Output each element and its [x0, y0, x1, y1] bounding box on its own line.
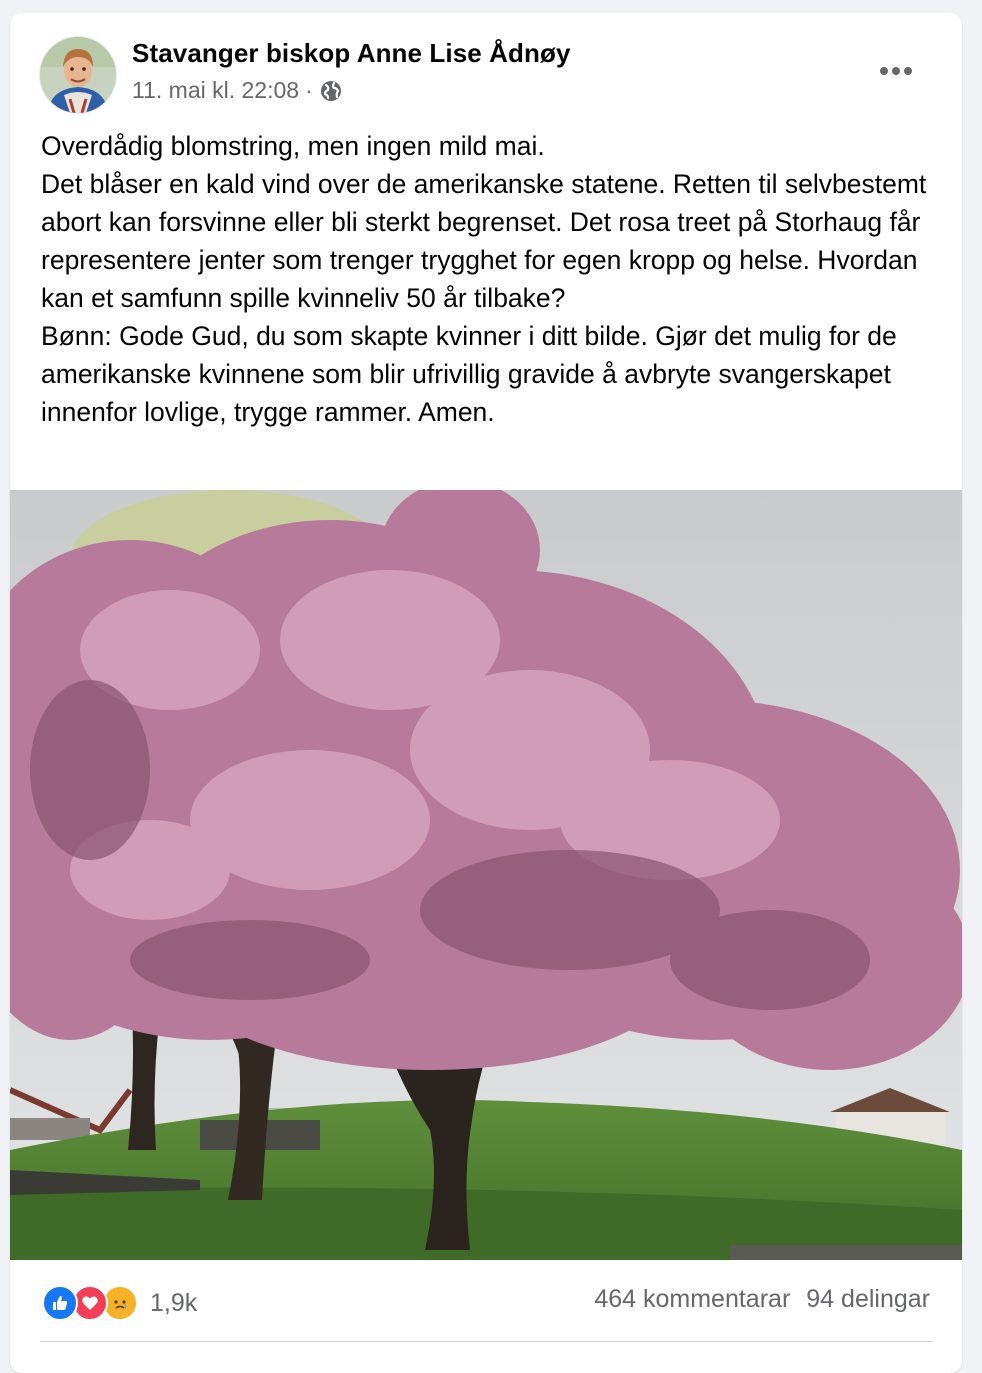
post-paragraph: Bønn: Gode Gud, du som skapte kvinner i ditt bilde. Gjør det mulig for de amerikanske kvinnene som blir ufrivillig gravide å avbryte svangerskapet innenfor lovlige, trygge rammer. Amen. — [41, 321, 897, 427]
blossom-tree-photo — [10, 490, 962, 1260]
avatar-image — [40, 37, 116, 113]
globe-icon[interactable] — [319, 79, 343, 103]
more-options-icon[interactable] — [872, 53, 920, 89]
comments-count[interactable]: 464 kommentarar — [594, 1285, 791, 1313]
post-stats — [578, 1285, 930, 1314]
reactions-summary[interactable] — [42, 1285, 197, 1321]
post-card — [10, 13, 962, 1373]
post-message — [41, 127, 941, 431]
post-meta — [132, 77, 343, 104]
avatar[interactable] — [40, 37, 116, 113]
reaction-count[interactable]: 1,9k — [150, 1288, 198, 1317]
timestamp[interactable]: 11. mai kl. 22:08 — [132, 77, 300, 103]
engagement-bar — [10, 1260, 962, 1360]
author-name[interactable]: Stavanger biskop Anne Lise Ådnøy — [132, 38, 571, 68]
divider — [40, 1341, 932, 1342]
like-reaction-icon — [42, 1285, 78, 1321]
post-photo[interactable] — [10, 490, 962, 1260]
post-paragraph: Det blåser en kald vind over de amerikanske statene. Retten til selvbestemt abort kan forsvinne eller bli sterkt begrenset. Det rosa treet på Storhaug får representere jenter som trenger trygghet for egen kropp og helse. Hvordan kan et samfunn spille kvinneliv 50 år tilbake? — [41, 169, 927, 313]
post-header — [10, 13, 962, 123]
post-paragraph: Overdådig blomstring, men ingen mild mai. — [41, 131, 545, 161]
meta-separator: · — [305, 77, 313, 103]
shares-count[interactable]: 94 delingar — [806, 1285, 930, 1313]
